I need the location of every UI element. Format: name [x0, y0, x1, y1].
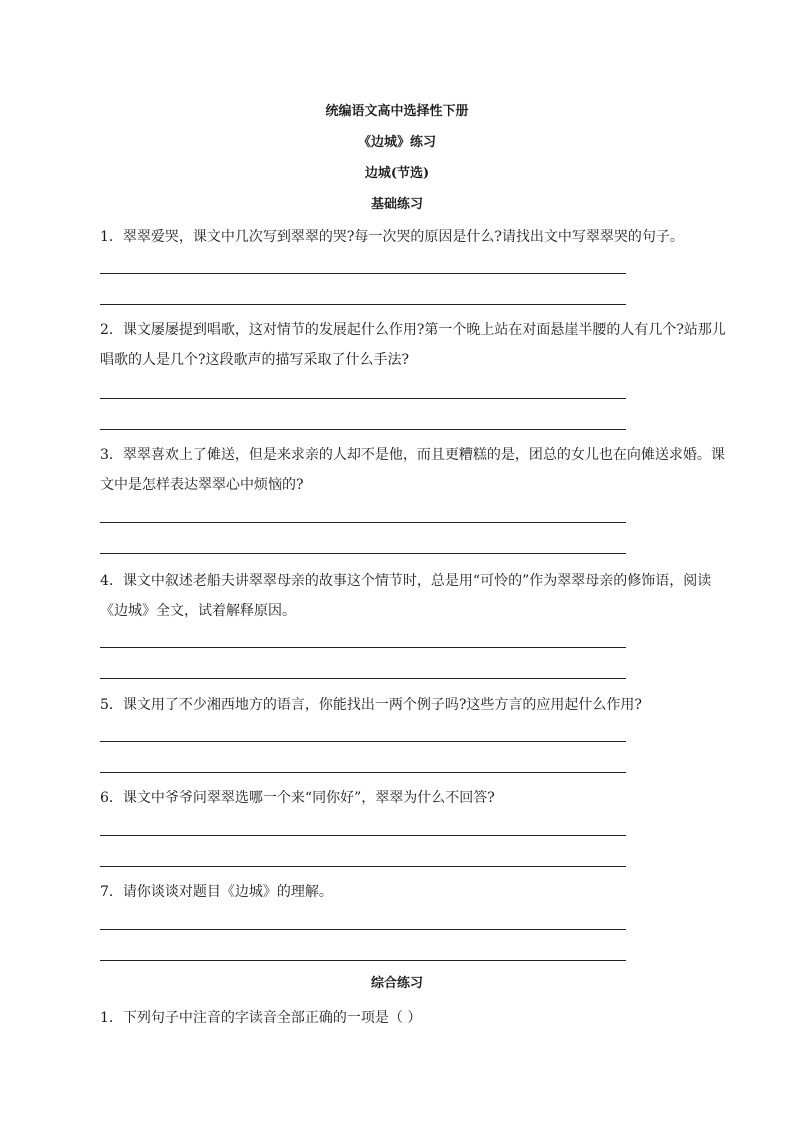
section-heading-basic: 基础练习 [370, 197, 423, 212]
question-text: 4．课文中叙述老船夫讲翠翠母亲的故事这个情节时，总是用“可怜的”作为翠翠母亲的修饰语，阅读 [100, 573, 712, 589]
document-title: 统编语文高中选择性下册 [325, 104, 469, 119]
document-subtitle: 《边城》练习 [357, 135, 436, 150]
question-7 [100, 877, 725, 907]
answer-line[interactable] [100, 960, 626, 961]
question-text: 5．课文用了不少湘西地方的语言，你能找出一两个例子吗?这些方言的应用起什么作用? [100, 697, 642, 713]
question-text: 1．翠翠爱哭，课文中几次写到翠翠的哭?每一次哭的原因是什么?请找出文中写翠翠哭的句子。 [100, 229, 684, 245]
answer-line[interactable] [100, 929, 626, 930]
answer-line[interactable] [100, 304, 626, 305]
answer-line[interactable] [100, 429, 626, 430]
question-3 [100, 440, 725, 500]
question-6 [100, 783, 725, 813]
question-1 [100, 222, 725, 252]
answer-line[interactable] [100, 678, 626, 679]
question-text: 7．请你谈谈对题目《边城》的理解。 [100, 884, 333, 900]
section-heading-comprehensive: 综合练习 [370, 976, 423, 991]
answer-line[interactable] [100, 553, 626, 554]
question-text: 3．翠翠喜欢上了傩送，但是来求亲的人却不是他，而且更糟糕的是，团总的女儿也在向傩送求婚。课 [100, 447, 725, 463]
text-title: 边城(节选) [364, 166, 430, 181]
question-text: 2．课文屡屡提到唱歌，这对情节的发展起什么作用?第一个晚上站在对面悬崖半腰的人有几个?站那儿 [100, 322, 726, 338]
answer-line[interactable] [100, 273, 626, 274]
answer-line[interactable] [100, 866, 626, 867]
question-text: 6．课文中爷爷问翠翠选哪一个来“同你好”，翠翠为什么不回答? [100, 790, 495, 806]
question-text: 《边城》全文，试着解释原因。 [100, 603, 296, 619]
question-2 [100, 315, 725, 375]
answer-line[interactable] [100, 522, 626, 523]
answer-line[interactable] [100, 835, 626, 836]
question-text: 文中是怎样表达翠翠心中烦恼的? [100, 477, 304, 493]
answer-line[interactable] [100, 772, 626, 773]
answer-line[interactable] [100, 647, 626, 648]
comprehensive-question-1 [100, 1003, 725, 1033]
answer-line[interactable] [100, 741, 626, 742]
question-5 [100, 690, 725, 720]
question-text: 唱歌的人是几个?这段歌声的描写采取了什么手法? [100, 352, 410, 368]
question-text: 1．下列句子中注音的字读音全部正确的一项是（ ） [100, 1010, 422, 1026]
answer-line[interactable] [100, 398, 626, 399]
question-4 [100, 566, 725, 626]
